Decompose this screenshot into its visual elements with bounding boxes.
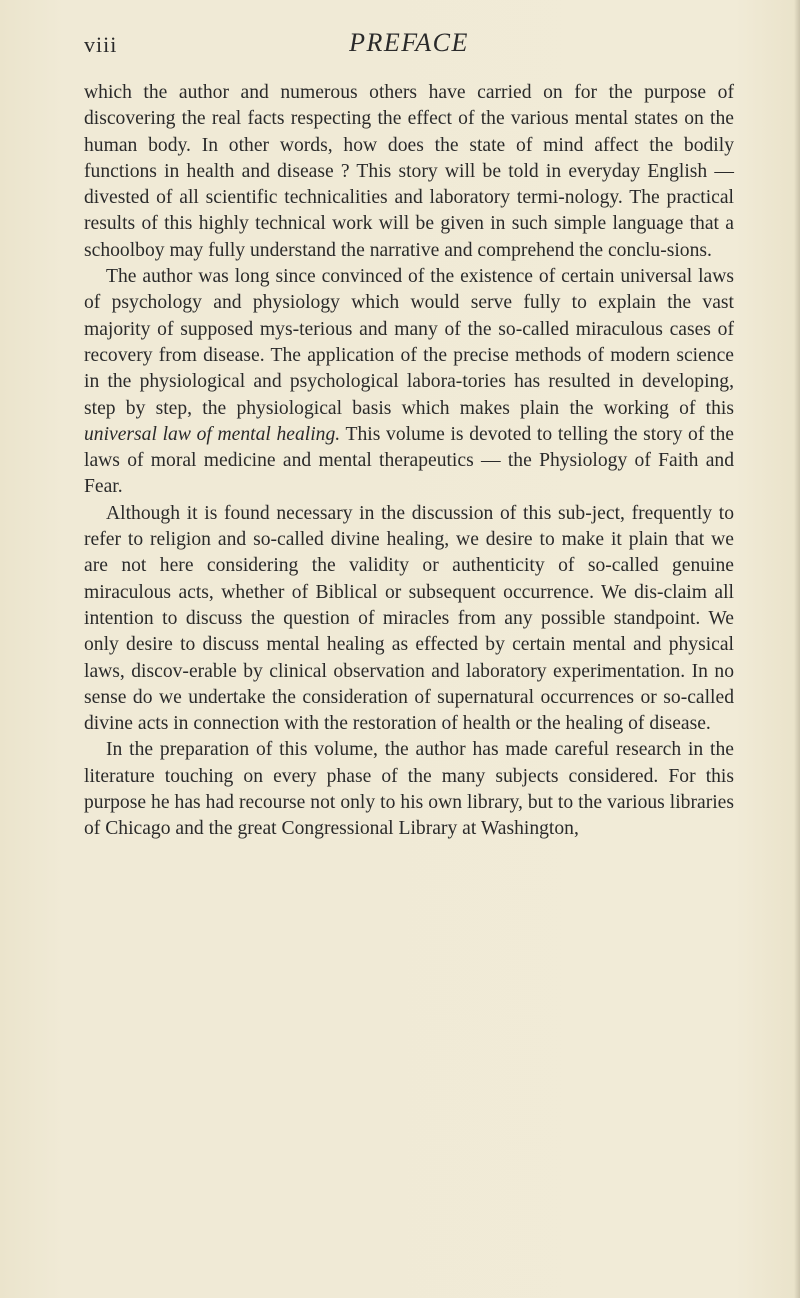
paragraph <box>84 264 734 501</box>
page-header <box>84 28 734 68</box>
page-number: viii <box>84 32 118 57</box>
body-text <box>84 80 734 843</box>
running-head: PREFACE <box>349 28 469 57</box>
emphasized-phrase: universal law of mental healing. <box>84 423 341 445</box>
paragraph: Although it is found necessary in the discussion of this sub-ject, frequently to refer to religion and so-called divine healing, we desire to make it plain that we are not here considering the validity or authenticity of so-called genuine miraculous acts, whether of Biblical or subsequent occurrence. We dis-claim all intention to discuss the question of miracles from any possible standpoint. We only desire to discuss mental healing as effected by certain mental and physical laws, discov-erable by clinical observation and laboratory experimentation. In no sense do we undertake the consideration of supernatural occurrences or so-called divine acts in connection with the restoration of health or the healing of disease. <box>84 502 734 735</box>
paragraph-text: This volume is devoted to telling the story of the laws of moral medicine and mental therapeutics — the Physiology of Faith and Fear. <box>84 423 734 498</box>
page-edge-shadow <box>794 0 800 1298</box>
paragraph-text: The author was long since convinced of the existence of certain universal laws of psychology and physiology which would serve fully to explain the vast majority of supposed mys-terious and many of the so-called miraculous cases of recovery from disease. The application of the precise methods of modern science in the physiological and psychological labora-tories has resulted in developing, step by step, the physiological basis which makes plain the working of this <box>84 266 734 419</box>
paragraph: which the author and numerous others have carried on for the purpose of discovering the real facts respecting the effect of the various mental states on the human body. In other words, how does the state of mind affect the bodily functions in health and disease ? This story will be told in everyday English — divested of all scientific technicalities and laboratory termi-nology. The practical results of this highly technical work will be given in such simple language that a schoolboy may fully understand the narrative and comprehend the conclu-sions. <box>84 82 734 261</box>
paragraph: In the preparation of this volume, the author has made careful research in the literature touching on every phase of the many subjects considered. For this purpose he has had recourse not only to his own library, but to the various libraries of Chicago and the great Congressional Library at Washington, <box>84 739 734 840</box>
